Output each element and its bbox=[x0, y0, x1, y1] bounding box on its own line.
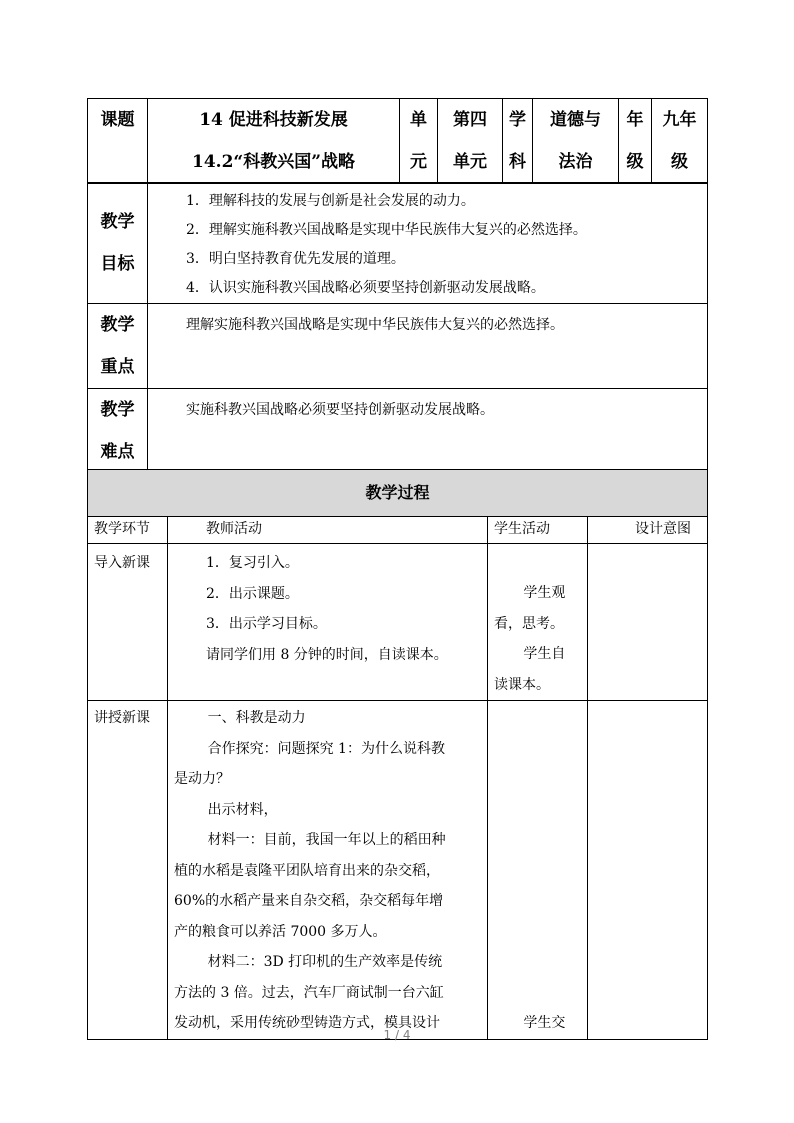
lecture-stage: 讲授新课 bbox=[88, 701, 168, 1040]
grade-label: 年 级 bbox=[619, 99, 652, 184]
goals-label: 教学 目标 bbox=[88, 183, 148, 304]
col-design-header: 设计意图 bbox=[588, 517, 708, 544]
lecture-teacher-activity: 一、科教是动力 合作探究：问题探究 1：为什么说科教 是动力？ 出示材料， 材料一：目前，我国一年以上的稻田种 植的水稻是袁隆平团队培育出来的杂交稻， 60%的水稻产量来自杂交稻，杂交稻每年增 产的粮食可以养活 7000 多万人。 材料二：3D 打印机的生产效率是传统 方法的 3 倍。过去，汽车厂商试制一台六缸 发动机，采用传统砂型铸造方式，模具设计 bbox=[168, 701, 488, 1040]
col-stage-header: 教学环节 bbox=[88, 517, 168, 544]
lesson-header-table bbox=[87, 98, 708, 184]
goals-list bbox=[148, 183, 708, 304]
goal-item: 3．明白坚持教育优先发展的道理。 bbox=[186, 251, 405, 267]
lecture-student-activity: 学生交 bbox=[488, 701, 588, 1040]
col-student-header: 学生活动 bbox=[488, 517, 588, 544]
goal-item: 1．理解科技的发展与创新是社会发展的动力。 bbox=[186, 193, 475, 209]
intro-teacher-activity: 1．复习引入。 2．出示课题。 3．出示学习目标。 请同学们用 8 分钟的时间，自读课本。 bbox=[168, 544, 488, 701]
key-points-label: 教学 重点 bbox=[88, 304, 148, 389]
intro-student-activity: 学生观 看，思考。 学生自 读课本。 bbox=[488, 544, 588, 701]
course-title: 14 促进科技新发展 14.2“科教兴国”战略 bbox=[148, 99, 400, 184]
key-points-text: 理解实施科教兴国战略是实现中华民族伟大复兴的必然选择。 bbox=[148, 304, 708, 389]
process-table bbox=[87, 469, 708, 1040]
course-label: 课题 bbox=[88, 99, 148, 184]
goal-item: 4．认识实施科教兴国战略必须要坚持创新驱动发展战略。 bbox=[186, 280, 545, 296]
difficulties-text: 实施科教兴国战略必须要坚持创新驱动发展战略。 bbox=[148, 389, 708, 474]
col-teacher-header: 教师活动 bbox=[168, 517, 488, 544]
goal-item: 2．理解实施科教兴国战略是实现中华民族伟大复兴的必然选择。 bbox=[186, 222, 587, 238]
intro-design-intent bbox=[588, 544, 708, 701]
unit-label: 单 元 bbox=[400, 99, 438, 184]
page-number: 1 / 4 bbox=[383, 1028, 411, 1042]
subject-label: 学 科 bbox=[503, 99, 533, 184]
grade-value: 九年 级 bbox=[652, 99, 708, 184]
lecture-design-intent bbox=[588, 701, 708, 1040]
objectives-table bbox=[87, 182, 708, 474]
process-title: 教学过程 bbox=[88, 470, 708, 517]
difficulties-label: 教学 难点 bbox=[88, 389, 148, 474]
subject-value: 道德与 法治 bbox=[533, 99, 619, 184]
intro-stage: 导入新课 bbox=[88, 544, 168, 701]
unit-value: 第四 单元 bbox=[438, 99, 503, 184]
